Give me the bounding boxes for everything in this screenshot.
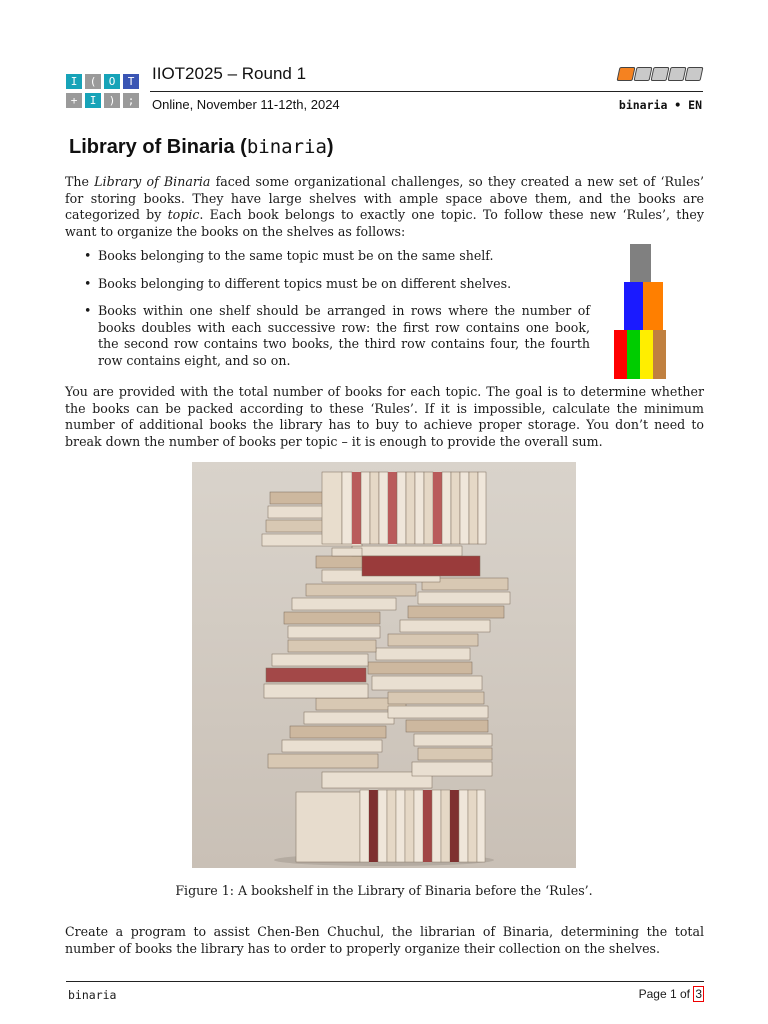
title-code: binaria bbox=[246, 136, 327, 158]
goal-paragraph: You are provided with the total number of books for each topic. The goal is to determine whether the books can be packed according to these ‘Rules’. If it is impossible, calculate the minimum number of additional books the library has to buy to achieve proper storage. You don’t need to break down the number of books per topic – it is enough to provide the overall sum. bbox=[65, 384, 704, 449]
book-spines-bottom bbox=[360, 790, 485, 862]
intro-emphasis: topic bbox=[167, 207, 200, 222]
difficulty-book-icon bbox=[617, 67, 636, 81]
intro-text: faced some organizational challenges, so they created a new set of ‘Rules’ for storing books. They have large shelves with ample space above them, and the books are categorized by bbox=[65, 174, 704, 222]
stack-book-row3 bbox=[614, 330, 627, 379]
contest-date: Online, November 11-12th, 2024 bbox=[152, 97, 340, 112]
difficulty-book-icon bbox=[668, 67, 687, 81]
difficulty-indicator bbox=[618, 67, 704, 81]
logo-cell: + bbox=[66, 93, 82, 108]
footer-task-name: binaria bbox=[68, 988, 117, 1002]
stack-book-row1 bbox=[630, 244, 651, 282]
logo-cell: I bbox=[66, 74, 82, 89]
page-prefix: Page 1 of bbox=[638, 987, 694, 1001]
header-divider bbox=[150, 91, 703, 92]
title-text: Library of Binaria ( bbox=[69, 136, 247, 158]
intro-text: The bbox=[65, 174, 95, 189]
difficulty-book-icon bbox=[685, 67, 704, 81]
book-spines-top bbox=[322, 472, 486, 544]
logo-cell: T bbox=[123, 74, 139, 89]
task-label: binaria • EN bbox=[618, 98, 702, 112]
intro-text: . Each book belongs to exactly one topic. To follow these new ‘Rules’, they want to organize the books on the shelves as follows: bbox=[65, 207, 704, 239]
logo-cell: ) bbox=[104, 93, 120, 108]
logo-cell: ; bbox=[123, 93, 139, 108]
bookshelf-figure bbox=[192, 462, 576, 868]
page-number bbox=[639, 987, 704, 1001]
rules-list bbox=[84, 248, 590, 380]
logo-cell: O bbox=[104, 74, 120, 89]
iiot-logo bbox=[66, 74, 142, 110]
stack-book-row2 bbox=[624, 282, 643, 330]
contest-title: IIOT2025 – Round 1 bbox=[152, 64, 307, 83]
shelf-stack-diagram bbox=[614, 244, 666, 379]
stack-book-row2 bbox=[643, 282, 663, 330]
page-title bbox=[69, 136, 334, 159]
total-pages-link[interactable]: 3 bbox=[695, 987, 702, 1001]
book-block bbox=[296, 792, 360, 862]
intro-emphasis: Library of Binaria bbox=[94, 174, 211, 189]
footer-divider bbox=[66, 981, 704, 982]
rule-item: • Books within one shelf should be arranged in rows where the number of books doubles with each successive row: the first row contains one book, the second row contains two books, the third row contains four, the fourth row contains eight, and so on. bbox=[84, 303, 590, 369]
rule-item: • Books belonging to different topics must be on different shelves. bbox=[84, 276, 590, 293]
task-paragraph: Create a program to assist Chen-Ben Chuchul, the librarian of Binaria, determining the total number of books the library has to order to properly organize their collection on the shelves. bbox=[65, 924, 704, 956]
difficulty-book-icon bbox=[651, 67, 670, 81]
intro-paragraph bbox=[65, 174, 704, 240]
stack-book-row3 bbox=[627, 330, 640, 379]
logo-cell: I bbox=[85, 93, 101, 108]
rule-item: • Books belonging to the same topic must be on the same shelf. bbox=[84, 248, 590, 265]
stack-book-row3 bbox=[640, 330, 653, 379]
logo-cell: ( bbox=[85, 74, 101, 89]
title-close: ) bbox=[326, 136, 334, 158]
difficulty-book-icon bbox=[634, 67, 653, 81]
figure-caption: Figure 1: A bookshelf in the Library of Binaria before the ‘Rules’. bbox=[175, 883, 593, 898]
stack-book-row3 bbox=[653, 330, 666, 379]
